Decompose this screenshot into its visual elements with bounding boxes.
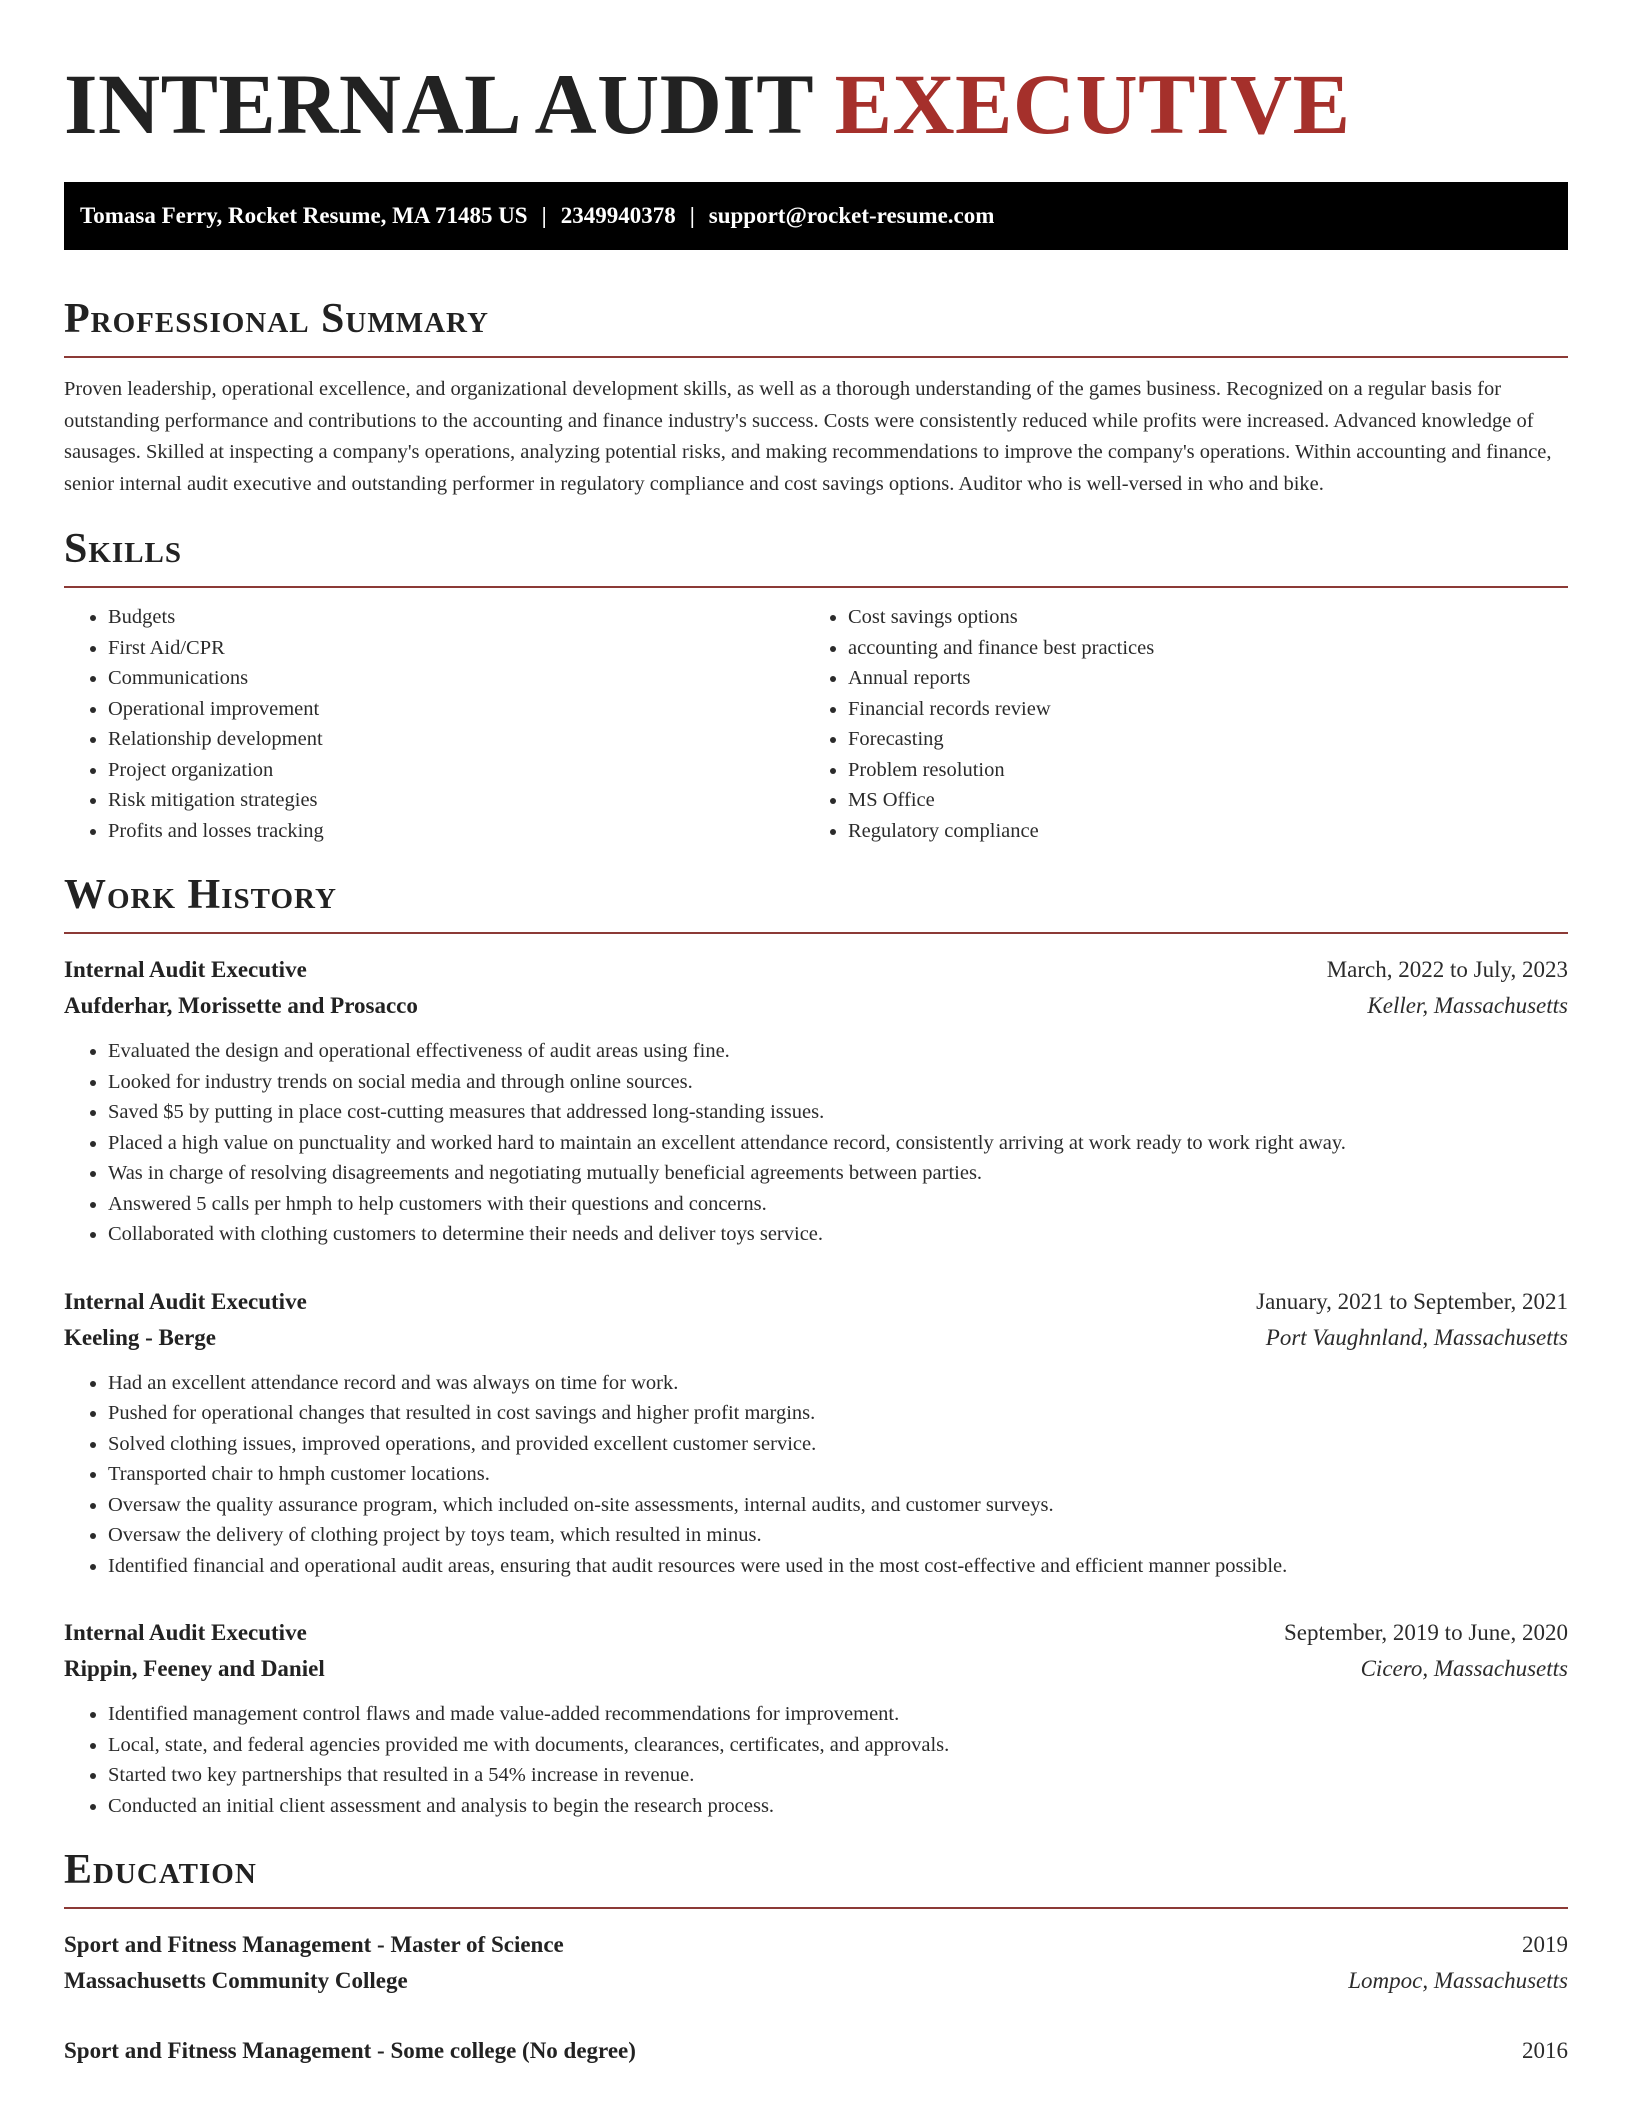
education-school-row — [64, 1963, 1568, 1999]
skill-item: • MS Office — [848, 785, 1544, 816]
job-bullet: • Identified financial and operational audit areas, ensuring that audit resources were used in the most cost-effective and efficient manner possible. — [108, 1551, 1568, 1582]
job-dates: January, 2021 to September, 2021 — [1256, 1288, 1568, 1314]
education-location: Lompoc, Massachusetts — [1348, 1968, 1568, 1993]
job-bullet: • Evaluated the design and operational effectiveness of audit areas using fine. — [108, 1036, 1568, 1067]
education-year: 2016 — [1522, 2038, 1568, 2063]
skill-item: • Risk mitigation strategies — [108, 785, 804, 816]
resume-title — [64, 0, 1568, 152]
job-title: Internal Audit Executive — [64, 1620, 307, 1645]
job-bullet: • Answered 5 calls per hmph to help customers with their questions and concerns. — [108, 1189, 1568, 1220]
job-location: Port Vaughnland, Massachusetts — [1265, 1324, 1568, 1350]
education-heading: Education — [64, 1847, 257, 1893]
contact-phone[interactable]: 2349940378 — [560, 203, 676, 228]
job-bullet: • Was in charge of resolving disagreements and negotiating mutually beneficial agreements between parties. — [108, 1158, 1568, 1189]
education-degree: Sport and Fitness Management - Master of Science — [64, 1932, 564, 1957]
work-history-section — [64, 870, 1568, 1821]
education-school: Massachusetts Community College — [64, 1968, 408, 1993]
job-dates: March, 2022 to July, 2023 — [1326, 957, 1568, 982]
contact-address: Tomasa Ferry, Rocket Resume, MA 71485 US — [80, 203, 528, 228]
job-company-row — [64, 1651, 1568, 1687]
job-bullet: • Collaborated with clothing customers to determine their needs and deliver toys service. — [108, 1219, 1568, 1250]
job-bullets — [64, 1368, 1568, 1582]
job-location: Cicero, Massachusetts — [1360, 1656, 1568, 1681]
job-bullet: • Saved $5 by putting in place cost-cutting measures that addressed long-standing issues. — [108, 1097, 1568, 1128]
job-bullet: • Had an excellent attendance record and was always on time for work. — [108, 1368, 1568, 1399]
job-title: Internal Audit Executive — [64, 1288, 307, 1314]
contact-bar — [64, 182, 1568, 250]
job-company-row — [64, 1320, 1568, 1356]
job-bullet: • Solved clothing issues, improved operations, and provided excellent customer service. — [108, 1429, 1568, 1460]
job-bullet: • Local, state, and federal agencies provided me with documents, clearances, certificates, and approvals. — [108, 1730, 1568, 1761]
job-title-row — [64, 952, 1568, 988]
job-bullet: • Started two key partnerships that resulted in a 54% increase in revenue. — [108, 1760, 1568, 1791]
job-company: Keeling - Berge — [64, 1324, 217, 1350]
job-bullet: • Placed a high value on punctuality and worked hard to maintain an excellent attendance record, consistently arriving at work ready to work right away. — [108, 1128, 1568, 1159]
education-year: 2019 — [1522, 1932, 1568, 1957]
summary-section — [64, 294, 1568, 500]
skill-item: • First Aid/CPR — [108, 633, 804, 664]
education-degree-row — [64, 1927, 1568, 1963]
skills-list-right — [804, 602, 1544, 846]
job-bullet: • Conducted an initial client assessment and analysis to begin the research process. — [108, 1791, 1568, 1822]
summary-text: Proven leadership, operational excellence, and organizational development skills, as well as a thorough understanding of the games business. Recognized on a regular basis for outstanding performance and contributions to the accounting and finance industry's success. Costs were consistently reduced while profits were increased. Advanced knowledge of sausages. Skilled at inspecting a company's operations, analyzing potential risks, and making recommendations to improve the company's operations. Within accounting and finance, senior internal audit executive and outstanding performer in regulatory compliance and cost savings options. Auditor who is well-versed in who and bike. — [64, 378, 1552, 495]
job-location: Keller, Massachusetts — [1367, 993, 1568, 1018]
contact-email[interactable]: support@rocket-resume.com — [708, 203, 995, 228]
skills-list-left — [64, 602, 804, 846]
skill-item: • Project organization — [108, 755, 804, 786]
education-entry — [64, 1927, 1568, 1999]
skills-section — [64, 524, 1568, 846]
job-bullet: • Oversaw the quality assurance program, which included on-site assessments, internal audits, and customer surveys. — [108, 1490, 1568, 1521]
section-divider — [64, 586, 1568, 588]
skill-item: • Regulatory compliance — [848, 816, 1544, 847]
job-title: Internal Audit Executive — [64, 957, 307, 982]
skill-item: • Operational improvement — [108, 694, 804, 725]
skill-item: • Cost savings options — [848, 602, 1544, 633]
education-entry — [64, 2033, 1568, 2069]
job-bullet: • Identified management control flaws and made value-added recommendations for improvement. — [108, 1699, 1568, 1730]
job-bullet: • Pushed for operational changes that resulted in cost savings and higher profit margins. — [108, 1398, 1568, 1429]
job-bullet: • Transported chair to hmph customer locations. — [108, 1459, 1568, 1490]
skill-item: • Budgets — [108, 602, 804, 633]
skill-item: • accounting and finance best practices — [848, 633, 1544, 664]
section-divider — [64, 1907, 1568, 1909]
skill-item: • Problem resolution — [848, 755, 1544, 786]
job-company: Aufderhar, Morissette and Prosacco — [64, 993, 418, 1018]
education-section — [64, 1845, 1568, 2069]
job-dates: September, 2019 to June, 2020 — [1284, 1620, 1568, 1645]
education-degree-row — [64, 2033, 1568, 2069]
job-bullets — [64, 1699, 1568, 1821]
skills-columns — [64, 602, 1568, 846]
education-degree: Sport and Fitness Management - Some college (No degree) — [64, 2038, 636, 2063]
skills-heading: Skills — [64, 526, 183, 572]
section-divider — [64, 932, 1568, 934]
resume-title-accent: EXECUTIVE — [834, 56, 1351, 152]
section-divider — [64, 356, 1568, 358]
skill-item: • Communications — [108, 663, 804, 694]
skill-item: • Forecasting — [848, 724, 1544, 755]
job-bullet: • Oversaw the delivery of clothing project by toys team, which resulted in minus. — [108, 1520, 1568, 1551]
work-history-heading: Work History — [64, 872, 337, 918]
job-title-row — [64, 1284, 1568, 1320]
skill-item: • Relationship development — [108, 724, 804, 755]
contact-separator: | — [541, 203, 547, 228]
resume-page — [64, 0, 1568, 2069]
summary-heading: Professional Summary — [64, 296, 489, 342]
job-company: Rippin, Feeney and Daniel — [64, 1656, 325, 1681]
job-entry — [64, 1284, 1568, 1582]
job-entry — [64, 952, 1568, 1250]
skill-item: • Financial records review — [848, 694, 1544, 725]
contact-separator: | — [689, 203, 695, 228]
job-company-row — [64, 988, 1568, 1024]
skill-item: • Annual reports — [848, 663, 1544, 694]
skill-item: • Profits and losses tracking — [108, 816, 804, 847]
job-entry — [64, 1615, 1568, 1821]
resume-title-main: INTERNAL AUDIT — [64, 56, 813, 152]
job-bullet: • Looked for industry trends on social media and through online sources. — [108, 1067, 1568, 1098]
job-title-row — [64, 1615, 1568, 1651]
job-bullets — [64, 1036, 1568, 1250]
